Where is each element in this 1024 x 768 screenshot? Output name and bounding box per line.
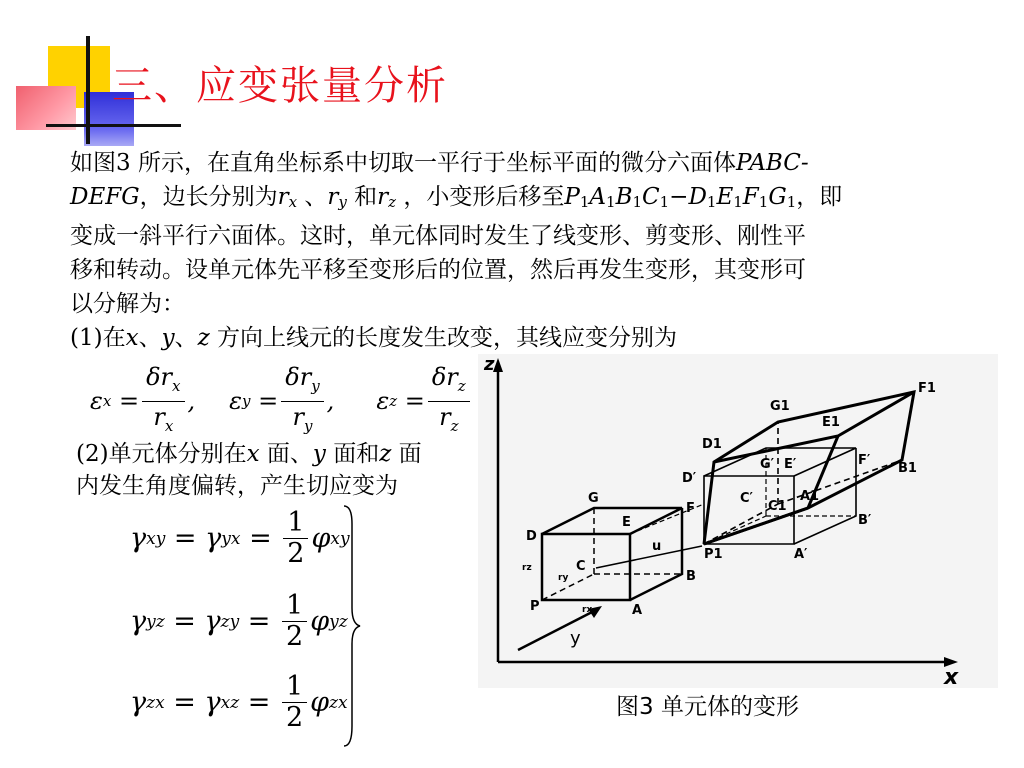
- strain-eq-z: ε z = $\frac{\delta r_z}{r_z}$: [376, 362, 472, 441]
- deformation-figure: [478, 344, 1018, 688]
- decor-horizontal-line: [46, 124, 181, 127]
- figure-caption: 图3 单元体的变形: [616, 694, 799, 720]
- z-axis-label: z: [484, 354, 495, 375]
- label-D: D: [526, 529, 537, 544]
- label-C1: C1: [768, 499, 787, 514]
- slide-title: 三、应变张量分析: [112, 63, 448, 109]
- label-A-prime: A′: [794, 547, 808, 562]
- label-E-prime: E′: [784, 457, 797, 472]
- shear-eq-yz: γ yz = γ zy = $\frac{1}{2}$ φ yz: [130, 590, 348, 652]
- label-C-prime: C′: [740, 491, 753, 506]
- label-D1: D1: [702, 437, 722, 452]
- label-P1: P1: [704, 547, 723, 562]
- label-G-prime: G′: [760, 457, 775, 472]
- para-line-3: 变成一斜平行六面体。这时，单元体同时发生了线变形、剪变形、刚性平: [70, 223, 806, 249]
- label-B: B: [686, 569, 696, 584]
- label-A: A: [632, 603, 643, 618]
- label-u: u: [652, 539, 662, 554]
- strain-eq-x: ε x = $\frac{\delta r_x}{r_x}$ ,: [90, 363, 196, 435]
- label-G: G: [588, 491, 599, 506]
- label-B-prime: B′: [858, 513, 872, 528]
- label-F: F: [686, 501, 695, 516]
- label-B1: B1: [898, 461, 917, 476]
- intro-paragraph: [70, 146, 990, 355]
- y-axis-label: y: [570, 628, 581, 649]
- label-G1: G1: [770, 399, 790, 414]
- label-D-prime: D′: [682, 471, 697, 486]
- label-E: E: [622, 515, 631, 530]
- label-E1: E1: [822, 415, 840, 430]
- label-C: C: [576, 559, 586, 574]
- label-ry: ry: [558, 573, 569, 583]
- label-F1: F1: [918, 381, 936, 396]
- para-line-2: DEFG，边长分别为$r_x$ 、$r_y$ 和$r_z$ ，小变形后移至$P_1A_1B_1C_1-D_1E_1F_1G_1$，即: [70, 184, 843, 211]
- para-line-6: (1)在x、y、z 方向上线元的长度发生改变，其线应变分别为: [70, 325, 678, 351]
- para-line-4: 移和转动。设单元体先平移至变形后的位置，然后再发生变形，其变形可: [70, 257, 806, 283]
- label-rz: rz: [522, 563, 532, 573]
- label-F-prime: F′: [858, 453, 871, 468]
- label-A1: A1: [800, 489, 820, 504]
- label-rx: rx: [582, 605, 593, 615]
- shear-eq-zx: γ zx = γ xz = $\frac{1}{2}$ φ zx: [130, 671, 348, 733]
- figure-background: [478, 354, 998, 688]
- decor-vertical-line: [86, 36, 90, 144]
- shear-eq-xy: γ xy = γ yx = $\frac{1}{2}$ φ xy: [130, 507, 350, 569]
- strain-eq-y: ε y = $\frac{\delta r_y}{r_y}$ ,: [229, 363, 335, 435]
- shear-line-2: 内发生角度偏转，产生切应变为: [76, 473, 398, 499]
- shear-paragraph: [76, 438, 486, 502]
- shear-line-1: (2)单元体分别在x 面、y 面和z 面: [76, 441, 422, 467]
- linear-strain-equations: [90, 362, 473, 441]
- label-P: P: [530, 599, 540, 614]
- x-axis-label: x: [944, 665, 959, 688]
- para-line-5: 以分解为：: [70, 291, 185, 317]
- right-brace: [340, 504, 364, 748]
- para-line-1: 如图3 所示，在直角坐标系中切取一平行于坐标平面的微分六面体PABC-: [70, 150, 809, 176]
